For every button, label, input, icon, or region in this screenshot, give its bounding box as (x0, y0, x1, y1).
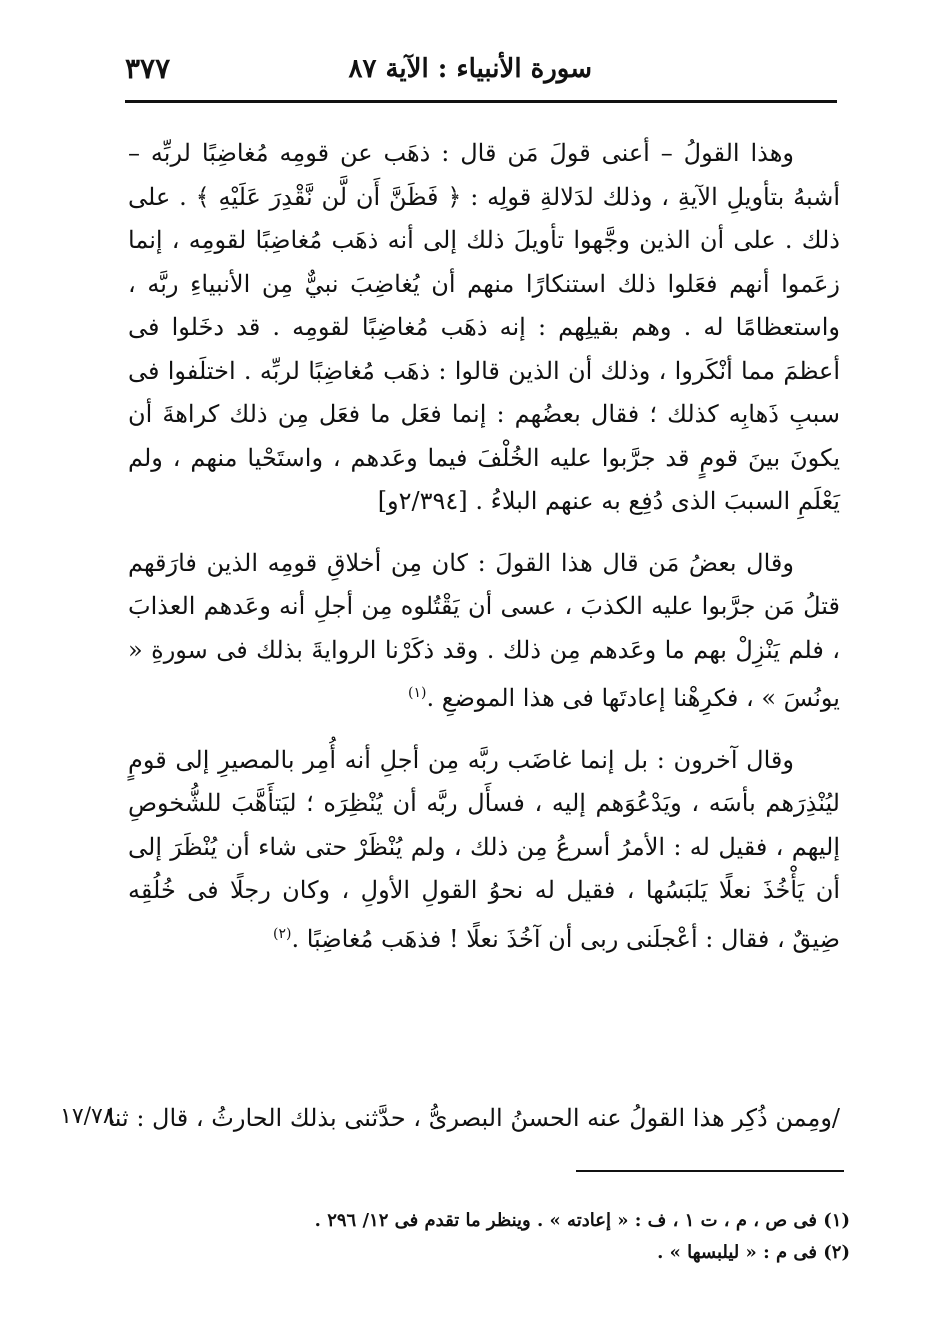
page-header (125, 52, 837, 100)
footnote-1: (١) فى ص ، م ، ت ١ ، ف : « إعادته » . وينظر ما تقدم فى ١٢/ ٢٩٦ . (314, 1210, 850, 1231)
paragraph-2 (128, 542, 840, 721)
running-title: سورة الأنبياء : الآية ٨٧ (348, 54, 592, 84)
footnote-rule (576, 1170, 844, 1172)
paragraph-3-text: وقال آخرون : بل إنما غاضَب ربَّه مِن أجلِ أنه أُمِر بالمصيرِ إلى قومٍ ليُنْذِرَهم بأسَه ، ويَدْعُوَهم إليه ، فسأَل ربَّه أن يُنْظِرَه ؛ ليَتأَهَّبَ للشُّخوصِ إليهم ، فقيل له : الأمرُ أسرعُ مِن ذلك ، ولم يُنْظَرْ حتى شاء أن يُنْظَرَ إلى أن يَأْخُذَ نعلًا يَلبَسُها ، فقيل له نحوُ القولِ الأولِ ، وكان رجلًا فى خُلُقِه ضِيقٌ ، فقال : أعْجلَنى ربى أن آخُذَ نعلًا ! فذهَب مُغاضِبًا . (128, 745, 840, 953)
header-rule (125, 100, 837, 103)
margin-reference: ١٧/٧٨ (60, 1104, 115, 1129)
main-text (128, 132, 840, 961)
footnote-2-marker[interactable]: (٢) (272, 925, 292, 942)
volume-page-ref: [٢/٣٩٤و] (377, 487, 468, 515)
paragraph-3 (128, 739, 840, 962)
footnote-2: (٢) فى م : « ليلبسها » . (657, 1242, 850, 1263)
paragraph-1-text: وهذا القولُ – أعنى قولَ مَن قال : ذهَب عن قومِه مُغاضِبًا لربِّه – أشبهُ بتأويلِ الآيةِ ، وذلك لدَلالةِ قولِه : ﴿ فَظَنَّ أَن لَّن نَّقْدِرَ عَلَيْهِ ﴾ . على ذلك . على أن الذين وجَّهوا تأويلَ ذلك إلى أنه ذهَب مُغاضِبًا لقومِه ، إنما زعَموا أنهم فعَلوا ذلك استنكارًا منهم أن يُغاضِبَ نبيٌّ مِن الأنبياءِ ربَّه ، واستعظامًا له . وهم بقيلِهم : إنه ذهَب مُغاضِبًا لقومِه . قد دخَلوا فى أعظمَ مما أنْكَروا ، وذلك أن الذين قالوا : ذهَب مُغاضِبًا لربِّه . اختلَفوا فى سببِ ذَهابِه كذلك ؛ فقال بعضُهم : إنما فعَل ما فعَل مِن ذلك كراهةَ أن يكونَ بينَ قومٍ قد جرَّبوا عليه الخُلْفَ فيما وعَدهم ، واستَحْيا منهم ، ولم يَعْلَمِ السببَ الذى دُفِع به عنهم البلاءُ . (128, 139, 840, 515)
footnote-1-marker[interactable]: (١) (408, 685, 427, 701)
paragraph-2-text: وقال بعضُ مَن قال هذا القولَ : كان مِن أخلاقِ قومِه الذين فارَقهم قتلُ مَن جرَّبوا عليه الكذبَ ، عسى أن يَقْتُلوه مِن أجلِ أنه وعَدهم العذابَ ، فلم يَنْزِلْ بهم ما وعَدهم مِن ذلك . وقد ذكَرْنا الروايةَ بذلك فى سورةِ « يونُسَ » ، فكرِهْنا إعادتَها فى هذا الموضعِ . (128, 548, 840, 712)
footnotes (300, 1205, 850, 1269)
citation-line (60, 1104, 840, 1148)
paragraph-1 (128, 132, 840, 524)
page-number: ٣٧٧ (125, 52, 171, 85)
citation-text: /ومِمن ذُكِر هذا القولُ عنه الحسنُ البصرىُّ ، حدَّثنى بذلك الحارثُ ، قال : ثنا (107, 1104, 840, 1132)
